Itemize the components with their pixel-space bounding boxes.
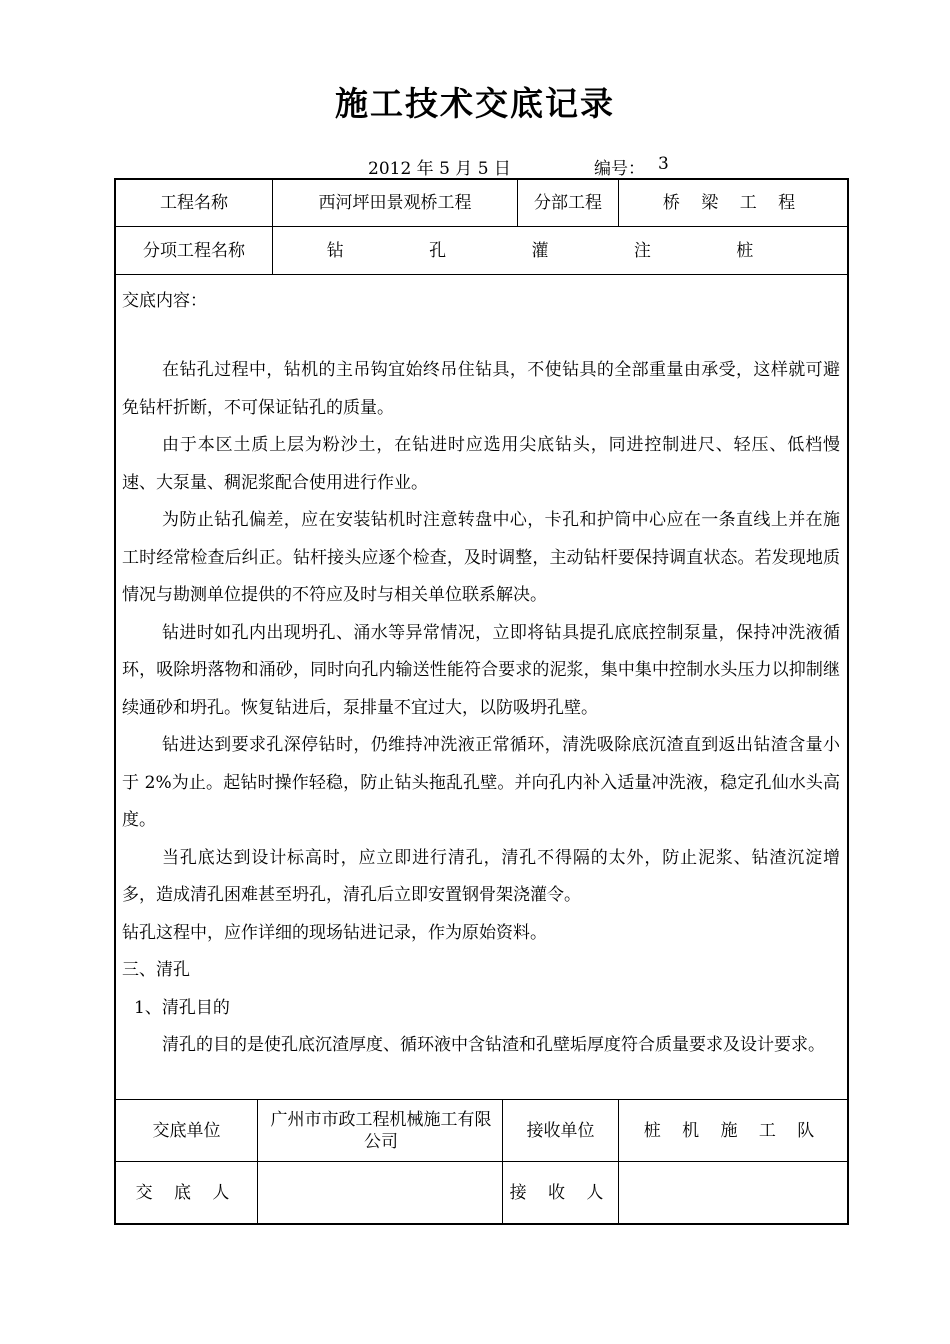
content-paragraph: 钻进时如孔内出现坍孔、涌水等异常情况，立即将钻具提孔底底控制泵量，保持冲洗液循环，吸除坍落物和涌砂，同时向孔内输送性能符合要求的泥浆，集中集中控制水头压力以抑制继续通砂和坍孔。恢复钻进后，泵排量不宜过大，以防吸坍孔壁。 xyxy=(122,622,840,718)
content-paragraph: 由于本区土质上层为粉沙土，在钻进时应选用尖底钻头，同进控制进尺、轻压、低档慢速、大泵量、稠泥浆配合使用进行作业。 xyxy=(122,435,840,493)
record-date: 2012 年 5 月 5 日 xyxy=(368,159,511,179)
section-heading: 三、清孔 xyxy=(122,960,190,980)
record-number-label: 编号： xyxy=(594,159,645,179)
disclose-unit-value: 广州市市政工程机械施工有限公司 xyxy=(270,1109,492,1152)
division-value: 桥 梁 工 程 xyxy=(662,193,804,213)
discloser-label: 交 底 人 xyxy=(135,1183,238,1203)
receiver-value xyxy=(619,1162,847,1224)
disclose-unit-label: 交底单位 xyxy=(152,1120,221,1141)
discloser-value xyxy=(258,1162,502,1224)
content-paragraph: 为防止钻孔偏差，应在安装钻机时注意转盘中心，卡孔和护筒中心应在一条直线上并在施工时经常检查后纠正。钻杆接头应逐个检查，及时调整，主动钻杆要保持调直状态。若发现地质情况与勘测单位提供的不符应及时与相关单位联系解决。 xyxy=(122,510,840,605)
project-name-value: 西河坪田景观桥工程 xyxy=(318,193,472,213)
subitem-label: 分项工程名称 xyxy=(143,240,245,261)
document-title: 施工技术交底记录 xyxy=(335,84,615,123)
content-label: 交底内容： xyxy=(122,291,207,311)
project-name-label: 工程名称 xyxy=(160,193,228,213)
content-paragraph: 钻孔这程中，应作详细的现场钻进记录，作为原始资料。 xyxy=(122,922,547,943)
content-paragraph: 在钻孔过程中，钻机的主吊钩宜始终吊住钻具，不使钻具的全部重量由承受，这样就可避免钻杆折断，不可保证钻孔的质量。 xyxy=(122,360,840,418)
receive-unit-label: 接收单位 xyxy=(526,1120,595,1141)
division-label: 分部工程 xyxy=(534,193,602,213)
subsection-heading: 1、清孔目的 xyxy=(134,997,230,1018)
receive-unit-value: 桩 机 施 工 队 xyxy=(643,1120,823,1141)
receiver-label: 接 收 人 xyxy=(509,1183,612,1203)
content-paragraph: 钻进达到要求孔深停钻时，仍维持冲洗液正常循环，清洗吸除底沉渣直到返出钻渣含量小于 2%为止。起钻时操作轻稳，防止钻头拖乱孔壁。并向孔内补入适量冲洗液，稳定孔仙水头高度。 xyxy=(122,735,840,830)
record-number-value: 3 xyxy=(658,154,669,174)
content-paragraph: 清孔的目的是使孔底沉渣厚度、循环液中含钻渣和孔壁垢厚度符合质量要求及设计要求。 xyxy=(162,1035,825,1055)
subitem-value: 钻 孔 灌 注 桩 xyxy=(326,240,794,261)
row-divider xyxy=(114,274,849,275)
content-paragraph: 当孔底达到设计标高时，应立即进行清孔，清孔不得隔的太外，防止泥浆、钻渣沉淀增多，造成清孔困难甚至坍孔，清孔后立即安置钢骨架浇灌令。 xyxy=(122,847,840,905)
